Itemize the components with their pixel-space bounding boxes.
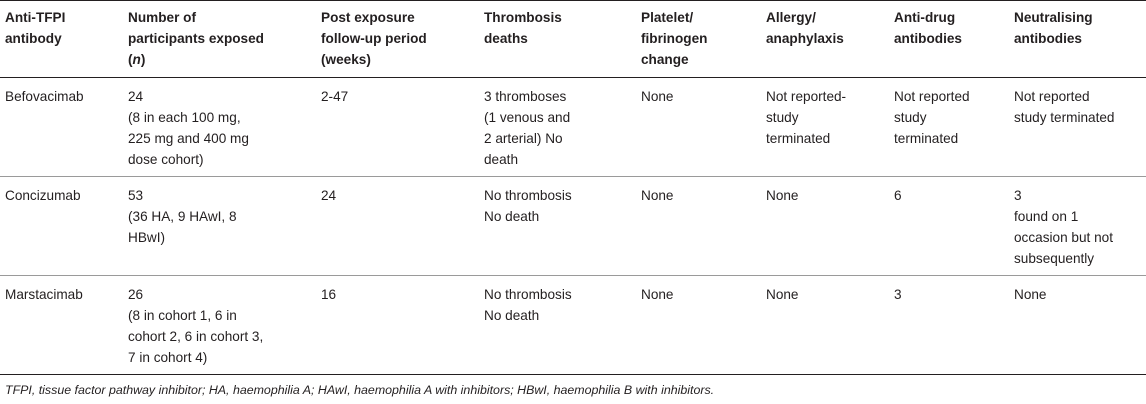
table-cell (889, 177, 1009, 276)
table-cell (1009, 177, 1146, 276)
cell-text: None (1014, 287, 1047, 302)
cell-text: Befovacimab (5, 89, 84, 104)
cell-text: 2-47 (321, 89, 349, 104)
cell-text: None (641, 89, 674, 104)
table-footnote: TFPI, tissue factor pathway inhibitor; HA, haemophilia A; HAwI, haemophilia A with inhibitors; HBwI, haemophilia B with inhibitors. (5, 383, 715, 397)
cell-text: study (766, 110, 799, 125)
column-header (1009, 1, 1146, 78)
table-cell (761, 78, 889, 177)
table-cell (316, 276, 479, 375)
cell-text: 3 (1014, 188, 1022, 203)
header-text: Neutralising (1014, 10, 1093, 25)
column-header (0, 1, 123, 78)
cell-text: 225 mg and 400 mg (128, 131, 249, 146)
table-cell (123, 177, 316, 276)
table-cell (1009, 78, 1146, 177)
cell-text: (8 in cohort 1, 6 in (128, 308, 237, 323)
table-cell (123, 276, 316, 375)
cell-text: 3 thromboses (484, 89, 567, 104)
cell-text: 53 (128, 188, 144, 203)
cell-text: None (641, 188, 674, 203)
cell-text: death (484, 152, 519, 167)
column-header (316, 1, 479, 78)
table-cell (0, 276, 123, 375)
header-row (0, 1, 1146, 78)
cell-text: occasion but not (1014, 230, 1113, 245)
header-text: antibodies (894, 31, 962, 46)
table-cell (636, 78, 761, 177)
cell-text: None (766, 188, 799, 203)
cell-text: dose cohort) (128, 152, 204, 167)
table-cell (479, 177, 636, 276)
header-text: fibrinogen (641, 31, 708, 46)
header-text: Thrombosis (484, 10, 562, 25)
cell-text: Not reported (894, 89, 970, 104)
cell-text: No thrombosis (484, 188, 572, 203)
table-cell (761, 177, 889, 276)
header-text: Anti-TFPI (5, 10, 66, 25)
cell-text: terminated (894, 131, 959, 146)
column-header (636, 1, 761, 78)
cell-text: 24 (128, 89, 144, 104)
cell-text: No thrombosis (484, 287, 572, 302)
cell-text: 2 arterial) No (484, 131, 563, 146)
header-text: Allergy/ (766, 10, 816, 25)
header-text: antibodies (1014, 31, 1082, 46)
table-cell (316, 177, 479, 276)
header-text: Number of (128, 10, 196, 25)
cell-text: study (894, 110, 927, 125)
cell-text: Marstacimab (5, 287, 83, 302)
table-cell (636, 177, 761, 276)
column-header (761, 1, 889, 78)
cell-text: Not reported (1014, 89, 1090, 104)
header-text: change (641, 52, 689, 67)
cell-text: HBwI) (128, 230, 166, 245)
table-cell (636, 276, 761, 375)
cell-text: found on 1 (1014, 209, 1079, 224)
table-body (0, 78, 1146, 375)
cell-text: (8 in each 100 mg, (128, 110, 241, 125)
cell-text: None (641, 287, 674, 302)
cell-text: subsequently (1014, 251, 1095, 266)
header-text: follow-up period (321, 31, 427, 46)
table-row (0, 177, 1146, 276)
header-text: (n) (128, 52, 146, 67)
table-cell (1009, 276, 1146, 375)
table-row (0, 78, 1146, 177)
cell-text: cohort 2, 6 in cohort 3, (128, 329, 264, 344)
table-cell (123, 78, 316, 177)
table-cell (479, 78, 636, 177)
cell-text: 16 (321, 287, 337, 302)
cell-text: 3 (894, 287, 902, 302)
cell-text: 24 (321, 188, 337, 203)
cell-text: Concizumab (5, 188, 81, 203)
header-text: (weeks) (321, 52, 371, 67)
cell-text: No death (484, 209, 540, 224)
table-row (0, 276, 1146, 375)
cell-text: No death (484, 308, 540, 323)
cell-text: study terminated (1014, 110, 1115, 125)
cell-text: 26 (128, 287, 144, 302)
cell-text: terminated (766, 131, 831, 146)
table-cell (316, 78, 479, 177)
column-header (479, 1, 636, 78)
table-cell (0, 78, 123, 177)
header-text: Anti-drug (894, 10, 956, 25)
header-text: Platelet/ (641, 10, 694, 25)
column-header (889, 1, 1009, 78)
cell-text: 6 (894, 188, 902, 203)
header-text: deaths (484, 31, 528, 46)
cell-text: Not reported- (766, 89, 847, 104)
header-text: Post exposure (321, 10, 415, 25)
cell-text: 7 in cohort 4) (128, 350, 208, 365)
header-text: participants exposed (128, 31, 264, 46)
table-cell (889, 78, 1009, 177)
header-text: anaphylaxis (766, 31, 844, 46)
table-cell (479, 276, 636, 375)
cell-text: (36 HA, 9 HAwI, 8 (128, 209, 237, 224)
table-cell (761, 276, 889, 375)
column-header (123, 1, 316, 78)
table-cell (889, 276, 1009, 375)
table-cell (0, 177, 123, 276)
header-text: antibody (5, 31, 62, 46)
cell-text: (1 venous and (484, 110, 571, 125)
cell-text: None (766, 287, 799, 302)
